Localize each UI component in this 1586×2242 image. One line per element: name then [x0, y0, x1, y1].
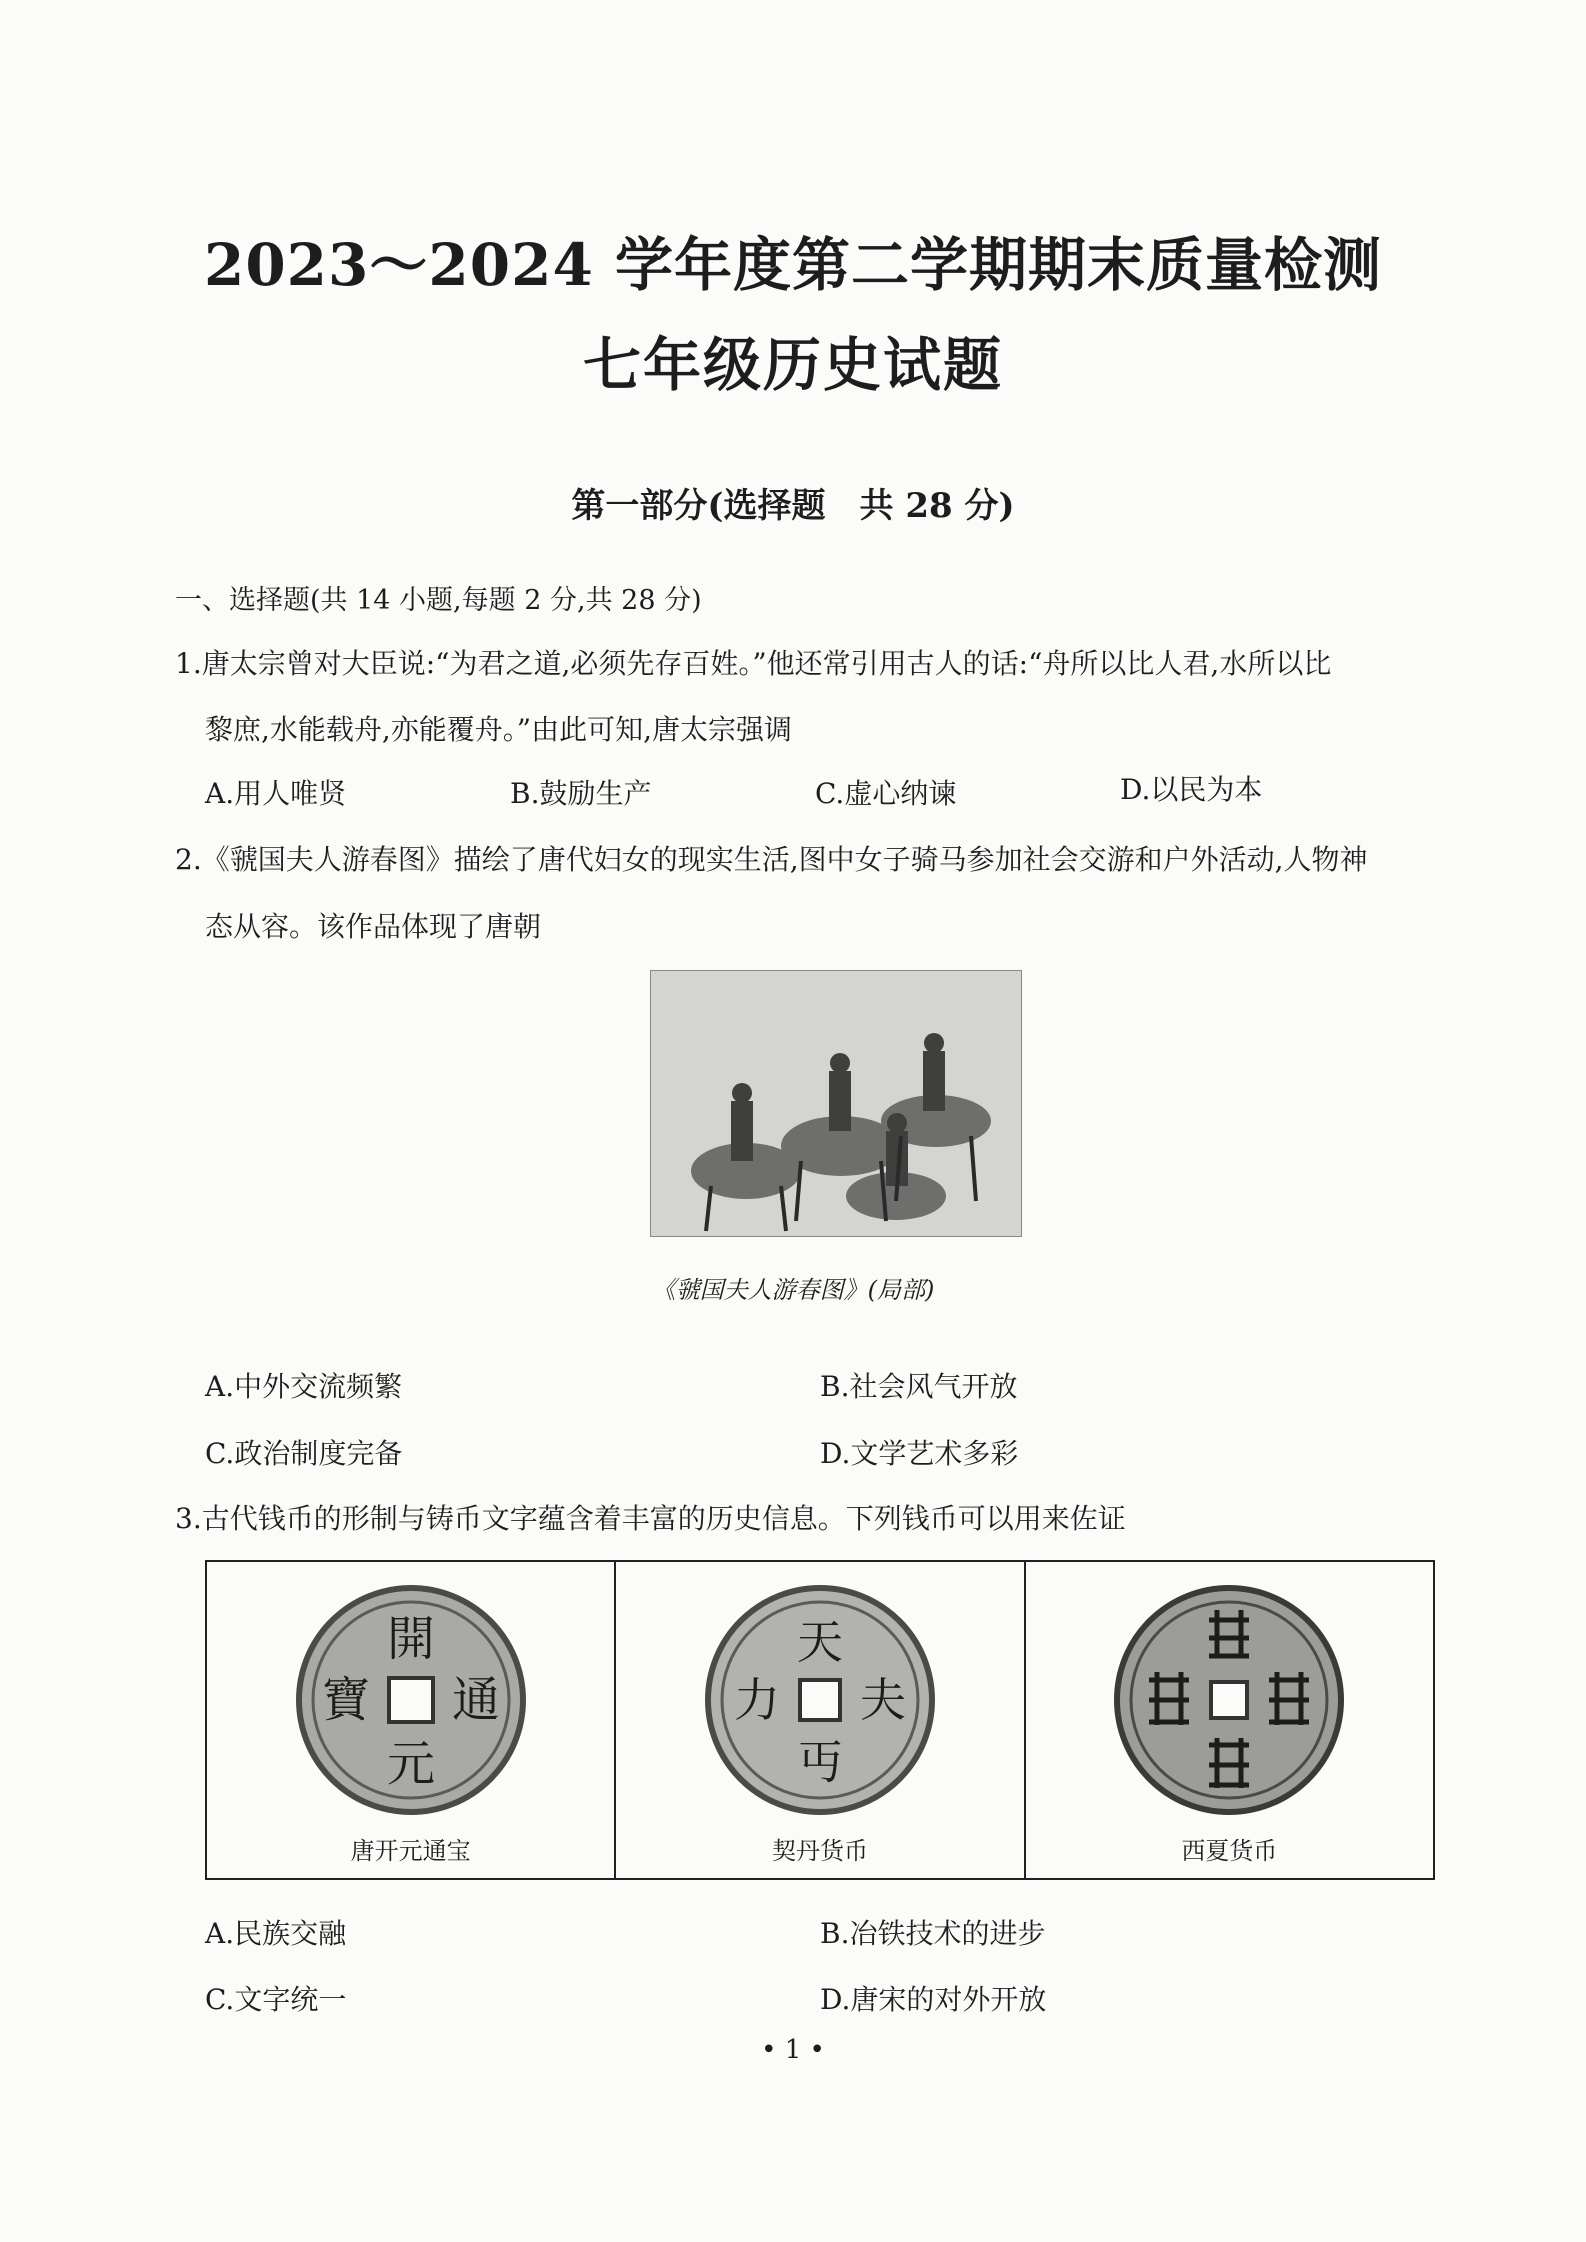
coin-khitan-char-top: 天 — [796, 1615, 843, 1669]
coin-label-xixia: 西夏货币 — [1181, 1837, 1278, 1865]
q2-option-c: C.政治制度完备 — [205, 1437, 403, 1470]
q3-option-a: A.民族交融 — [205, 1917, 347, 1950]
q1-option-d: D.以民为本 — [1120, 773, 1263, 806]
coin-xixia-icon — [1109, 1580, 1349, 1820]
part-heading: 第一部分(选择题 共 28 分) — [571, 486, 1015, 526]
q3-option-b: B.冶铁技术的进步 — [820, 1917, 1046, 1950]
coin-tang-icon — [291, 1580, 531, 1820]
coin-cell-khitan — [616, 1562, 1025, 1878]
painting-caption: 《虢国夫人游春图》(局部) — [651, 1276, 935, 1304]
q3-option-d: D.唐宋的对外开放 — [820, 1983, 1047, 2016]
coin-label-tang: 唐开元通宝 — [350, 1837, 471, 1865]
coin-khitan-char-right: 夫 — [859, 1673, 906, 1727]
coin-cell-tang — [207, 1562, 616, 1878]
coin-tang-char-top: 開 — [386, 1611, 435, 1667]
coin-label-khitan: 契丹货币 — [771, 1837, 868, 1865]
painting-image — [650, 970, 1022, 1237]
page-number: • 1 • — [761, 2035, 825, 2065]
coin-table — [205, 1560, 1435, 1880]
coin-khitan-char-left: 力 — [733, 1673, 780, 1727]
coin-khitan-char-bottom: 丏 — [796, 1735, 843, 1789]
q1-option-a: A.用人唯贤 — [205, 777, 347, 810]
coin-tang-char-right: 通 — [451, 1672, 500, 1728]
coin-tang-char-bottom: 元 — [386, 1736, 435, 1792]
question-2-line2: 态从容。该作品体现了唐朝 — [205, 910, 542, 943]
section-label: 一、选择题(共 14 小题,每题 2 分,共 28 分) — [175, 585, 702, 616]
question-1-line2: 黎庶,水能载舟,亦能覆舟。”由此可知,唐太宗强调 — [205, 713, 793, 746]
question-2-line1: 2.《虢国夫人游春图》描绘了唐代妇女的现实生活,图中女子骑马参加社会交游和户外活动,人物神 — [175, 843, 1368, 876]
question-1-line1: 1.唐太宗曾对大臣说:“为君之道,必须先存百姓。”他还常引用古人的话:“舟所以比人君,水所以比 — [175, 647, 1332, 680]
q2-option-a: A.中外交流频繁 — [205, 1370, 403, 1403]
q1-option-b: B.鼓励生产 — [510, 777, 652, 810]
coin-cell-xixia — [1026, 1562, 1433, 1878]
question-3-line1: 3.古代钱币的形制与铸币文字蕴含着丰富的历史信息。下列钱币可以用来佐证 — [175, 1502, 1126, 1535]
q2-option-b: B.社会风气开放 — [820, 1370, 1018, 1403]
q2-option-d: D.文学艺术多彩 — [820, 1437, 1019, 1470]
q3-option-c: C.文字统一 — [205, 1983, 347, 2016]
coin-tang-char-left: 寶 — [321, 1672, 370, 1728]
coin-khitan-icon — [700, 1580, 940, 1820]
exam-subtitle: 七年级历史试题 — [582, 331, 1003, 399]
exam-title: 2023～2024 学年度第二学期期末质量检测 — [203, 231, 1383, 299]
q1-option-c: C.虚心纳谏 — [815, 777, 957, 810]
